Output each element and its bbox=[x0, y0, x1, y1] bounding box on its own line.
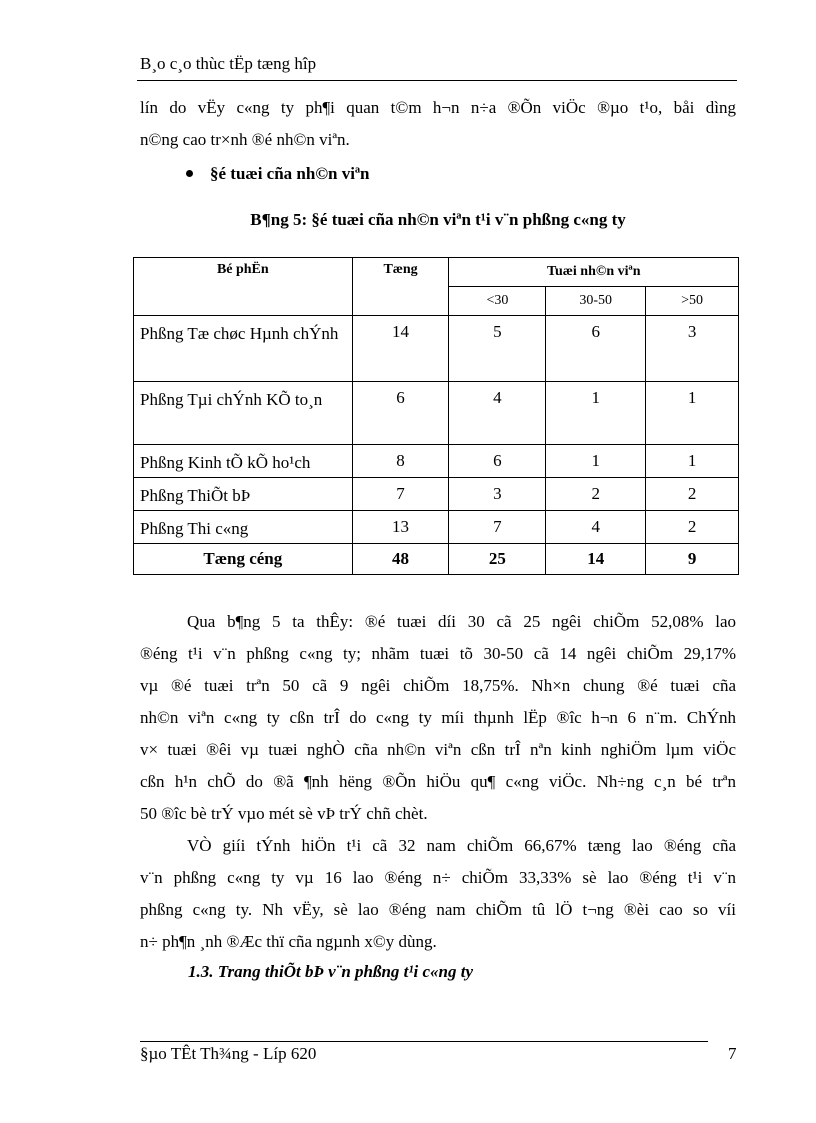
table-row bbox=[134, 511, 739, 544]
paragraph-line: cßn h¹n chÕ do ®ã ¶nh hëng ®Õn hiÖu qu¶ c«ng viÖc. Nh÷ng c¸n bé trªn bbox=[140, 772, 736, 791]
intro-line: n©ng cao tr×nh ®é nh©n viªn. bbox=[140, 130, 350, 149]
intro-paragraph bbox=[140, 92, 736, 156]
cell-total: 7 bbox=[352, 478, 449, 511]
table-caption: B¶ng 5: §é tuæi cña nh©n viªn t¹i v¨n phßng c«ng ty bbox=[250, 210, 626, 229]
cell-total-over-50: 9 bbox=[646, 544, 739, 575]
footer-author: §µo TÊt Th¾ng - Líp 620 bbox=[140, 1044, 317, 1063]
section-subheading: 1.3. Trang thiÕt bÞ v¨n phßng t¹i c«ng ty bbox=[188, 962, 473, 981]
cell-under-30: 4 bbox=[449, 382, 546, 445]
cell-total: 6 bbox=[352, 382, 449, 445]
cell-30-50: 6 bbox=[546, 316, 646, 382]
cell-total: 14 bbox=[352, 316, 449, 382]
cell-30-50: 1 bbox=[546, 382, 646, 445]
cell-total: 13 bbox=[352, 511, 449, 544]
cell-under-30: 5 bbox=[449, 316, 546, 382]
cell-under-30: 6 bbox=[449, 445, 546, 478]
bullet-text: §é tuæi cña nh©n viªn bbox=[210, 164, 370, 183]
footer-rule bbox=[140, 1041, 708, 1042]
col-header-under-30: <30 bbox=[449, 287, 546, 316]
paragraph-line: VÒ giíi tÝnh hiÖn t¹i cã 32 nam chiÕm 66,67% tæng lao ®éng cña bbox=[187, 836, 736, 855]
table-row bbox=[134, 445, 739, 478]
paragraph-line: 50 ®îc bè trÝ vµo mét sè vÞ trÝ chñ chèt. bbox=[140, 804, 428, 823]
bullet-icon bbox=[186, 170, 193, 177]
paragraph-line: ®éng t¹i v¨n phßng c«ng ty; nhãm tuæi tõ 30-50 cã 14 ngêi chiÕm 29,17% bbox=[140, 644, 736, 663]
table-row bbox=[134, 382, 739, 445]
cell-over-50: 3 bbox=[646, 316, 739, 382]
cell-under-30: 7 bbox=[449, 511, 546, 544]
cell-department: Phßng ThiÕt bÞ bbox=[134, 478, 353, 511]
paragraph-line: vµ ®é tuæi trªn 50 cã 9 ngêi chiÕm 18,75%. Nh×n chung ®é tuæi cña bbox=[140, 676, 736, 695]
table-row bbox=[134, 478, 739, 511]
cell-total-30-50: 14 bbox=[546, 544, 646, 575]
cell-grand-total: 48 bbox=[352, 544, 449, 575]
cell-total-under-30: 25 bbox=[449, 544, 546, 575]
header-title: B¸o c¸o thùc tËp tæng hîp bbox=[140, 54, 317, 73]
cell-30-50: 1 bbox=[546, 445, 646, 478]
header-rule bbox=[137, 80, 737, 81]
bullet-heading bbox=[186, 164, 370, 184]
table-total-row bbox=[134, 544, 739, 575]
cell-department: Phßng Tæ chøc Hµnh chÝnh bbox=[134, 316, 353, 382]
cell-over-50: 2 bbox=[646, 511, 739, 544]
col-header-30-50: 30-50 bbox=[546, 287, 646, 316]
col-header-department: Bé phËn bbox=[134, 258, 353, 316]
paragraph-line: n÷ ph¶n ¸nh ®Æc thï cña ngµnh x©y dùng. bbox=[140, 932, 437, 951]
cell-30-50: 2 bbox=[546, 478, 646, 511]
table-header-row bbox=[134, 258, 739, 287]
page-number: 7 bbox=[728, 1044, 737, 1063]
col-header-age-group: Tuæi nh©n viªn bbox=[449, 258, 739, 287]
paragraph-line: v¨n phßng c«ng ty vµ 16 lao ®éng n÷ chiÕm 33,33% sè lao ®éng t¹i v¨n bbox=[140, 868, 736, 887]
paragraph-line: v× tuæi ®êi vµ tuæi nghÒ cña nh©n viªn cßn trÎ nªn kinh nghiÖm lµm viÖc bbox=[140, 740, 736, 759]
analysis-paragraphs bbox=[140, 606, 736, 958]
cell-over-50: 2 bbox=[646, 478, 739, 511]
col-header-over-50: >50 bbox=[646, 287, 739, 316]
cell-total: 8 bbox=[352, 445, 449, 478]
cell-total-label: Tæng céng bbox=[134, 544, 353, 575]
cell-over-50: 1 bbox=[646, 445, 739, 478]
intro-line: lín do vËy c«ng ty ph¶i quan t©m h¬n n÷a ®Õn viÖc ®µo t¹o, båi dìng bbox=[140, 98, 736, 117]
cell-under-30: 3 bbox=[449, 478, 546, 511]
cell-department: Phßng Tµi chÝnh KÕ to¸n bbox=[134, 382, 353, 445]
age-table bbox=[133, 257, 739, 575]
table-row bbox=[134, 316, 739, 382]
paragraph-line: nh©n viªn c«ng ty cßn trÎ do c«ng ty míi thµnh lËp ®îc h¬n 6 n¨m. ChÝnh bbox=[140, 708, 736, 727]
paragraph-line: Qua b¶ng 5 ta thÊy: ®é tuæi díi 30 cã 25 ngêi chiÕm 52,08% lao bbox=[187, 612, 736, 631]
cell-department: Phßng Kinh tÕ kÕ ho¹ch bbox=[134, 445, 353, 478]
cell-over-50: 1 bbox=[646, 382, 739, 445]
cell-department: Phßng Thi c«ng bbox=[134, 511, 353, 544]
paragraph-line: phßng c«ng ty. Nh vËy, sè lao ®éng nam chiÕm tû lÖ t¬ng ®èi cao so víi bbox=[140, 900, 736, 919]
cell-30-50: 4 bbox=[546, 511, 646, 544]
col-header-total: Tæng bbox=[352, 258, 449, 316]
